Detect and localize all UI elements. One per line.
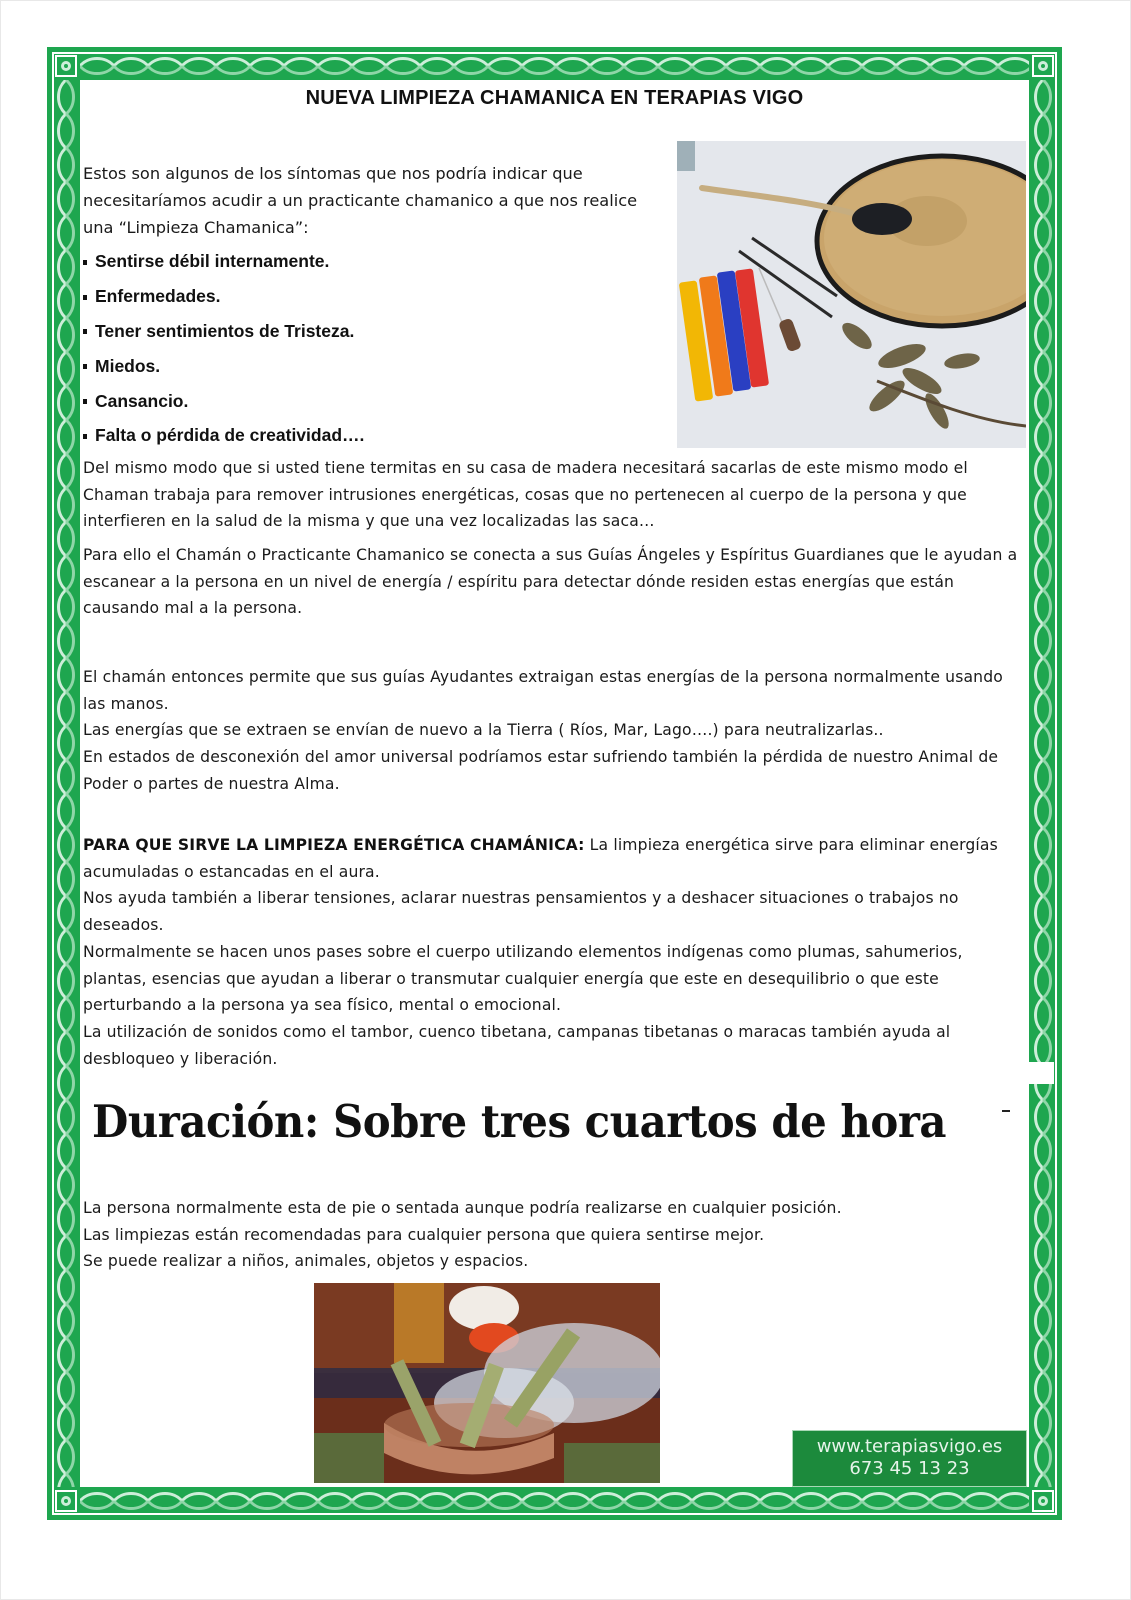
paragraph-guides: Para ello el Chamán o Practicante Chamanico se conecta a sus Guías Ángeles y Espíritus Guardianes que le ayudan a escanear a la persona en un nivel de energía / espíritu para detectar dónde residen estas energías que están causando mal a la persona. [83, 546, 1018, 618]
stray-dash [1002, 1110, 1010, 1112]
text-line [83, 832, 1023, 885]
frame-band-right [1033, 80, 1053, 1487]
list-item [83, 383, 668, 418]
smudge-sticks-photo [314, 1283, 660, 1483]
bullet-icon [83, 399, 87, 404]
paragraph-termites: Del mismo modo que si usted tiene termitas en su casa de madera necesitará sacarlas de este mismo modo el Chaman trabaja para remover intrusiones energéticas, cosas que no pertenecen al cuerpo de la persona y que interfieren en la salud de la misma y que una vez localizadas las saca… [83, 459, 968, 531]
bullet-icon [83, 434, 87, 439]
website-link[interactable]: www.terapiasvigo.es [816, 1436, 1003, 1457]
text-line: La utilización de sonidos como el tambor, cuenco tibetana, campanas tibetanas o maracas también ayuda al desbloqueo y liberación. [83, 1022, 951, 1068]
list-item [83, 348, 668, 383]
symptom-text: Miedos. [95, 355, 161, 376]
corner-ornament-icon [1032, 1490, 1054, 1512]
page-title: NUEVA LIMPIEZA CHAMANICA EN TERAPIAS VIGO [305, 87, 804, 109]
symptom-text: Cansancio. [95, 390, 189, 411]
paragraph-persona [83, 1195, 1023, 1275]
text-line: En estados de desconexión del amor universal podríamos estar sufriendo también la pérdida de nuestro Animal de Poder o partes de nuestra Alma. [83, 748, 999, 793]
paragraph-purpose [83, 832, 1023, 1072]
duration-heading: Duración: Sobre tres cuartos de hora [92, 1095, 947, 1148]
frame-band-left [56, 80, 76, 1487]
corner-ornament-icon [1032, 55, 1054, 77]
bullet-icon [83, 329, 87, 334]
bullet-icon [83, 260, 87, 265]
intro-paragraph: Estos son algunos de los síntomas que nos podría indicar que necesitaríamos acudir a un practicante chamanico a que nos realice una “Limpieza Chamanica”: [83, 164, 638, 237]
symptom-text: Enfermedades. [95, 286, 221, 307]
symptom-text: Sentirse débil internamente. [95, 251, 330, 272]
text-line: Las energías que se extraen se envían de nuevo a la Tierra ( Ríos, Mar, Lago….) para neutralizarlas.. [83, 721, 884, 740]
shamanic-tools-photo [677, 141, 1026, 448]
braid-pattern-top [80, 56, 1029, 76]
corner-ornament-icon [55, 1490, 77, 1512]
phone-number[interactable]: 673 45 13 23 [849, 1458, 970, 1479]
frame-band-bottom [80, 1491, 1029, 1511]
braid-pattern-left [56, 80, 76, 1487]
text-line: El chamán entonces permite que sus guías Ayudantes extraigan estas energías de la persona normalmente usando las manos. [83, 668, 1003, 713]
frame-gap [1028, 1062, 1054, 1084]
symptom-text: Falta o pérdida de creatividad…. [95, 425, 365, 446]
symptom-text: Tener sentimientos de Tristeza. [95, 320, 355, 341]
purpose-text: La limpieza energética sirve para eliminar energías acumuladas o estancadas en el aura. [83, 836, 998, 881]
text-line: Se puede realizar a niños, animales, objetos y espacios. [83, 1252, 529, 1271]
frame-band-top [80, 56, 1029, 76]
braid-pattern-bottom [80, 1491, 1029, 1511]
text-line: Nos ayuda también a liberar tensiones, aclarar nuestras pensamientos y a deshacer situaciones o trabajos no deseados. [83, 889, 959, 935]
list-item [83, 279, 668, 314]
corner-ornament-icon [55, 55, 77, 77]
text-line: Las limpiezas están recomendadas para cualquier persona que quiera sentirse mejor. [83, 1225, 765, 1244]
paragraph-chaman [83, 664, 1023, 798]
list-item [83, 418, 668, 453]
text-line: Normalmente se hacen unos pases sobre el cuerpo utilizando elementos indígenas como plumas, sahumerios, plantas, esencias que ayudan a liberar o transmutar cualquier energía que este en desequilibrio o que este perturbando a la persona ya sea físico, mental o emocional. [83, 942, 963, 1015]
symptoms-list [83, 244, 668, 453]
bullet-icon [83, 295, 87, 300]
text-line: La persona normalmente esta de pie o sentada aunque podría realizarse en cualquier posición. [83, 1199, 842, 1217]
list-item [83, 314, 668, 349]
bullet-icon [83, 364, 87, 369]
smudge-illustration [314, 1283, 660, 1483]
drum-candles-illustration [677, 141, 1026, 448]
contact-box [792, 1430, 1027, 1487]
braid-pattern-right [1033, 80, 1053, 1487]
list-item [83, 244, 668, 279]
purpose-heading: PARA QUE SIRVE LA LIMPIEZA ENERGÉTICA CHAMÁNICA: [83, 836, 585, 854]
